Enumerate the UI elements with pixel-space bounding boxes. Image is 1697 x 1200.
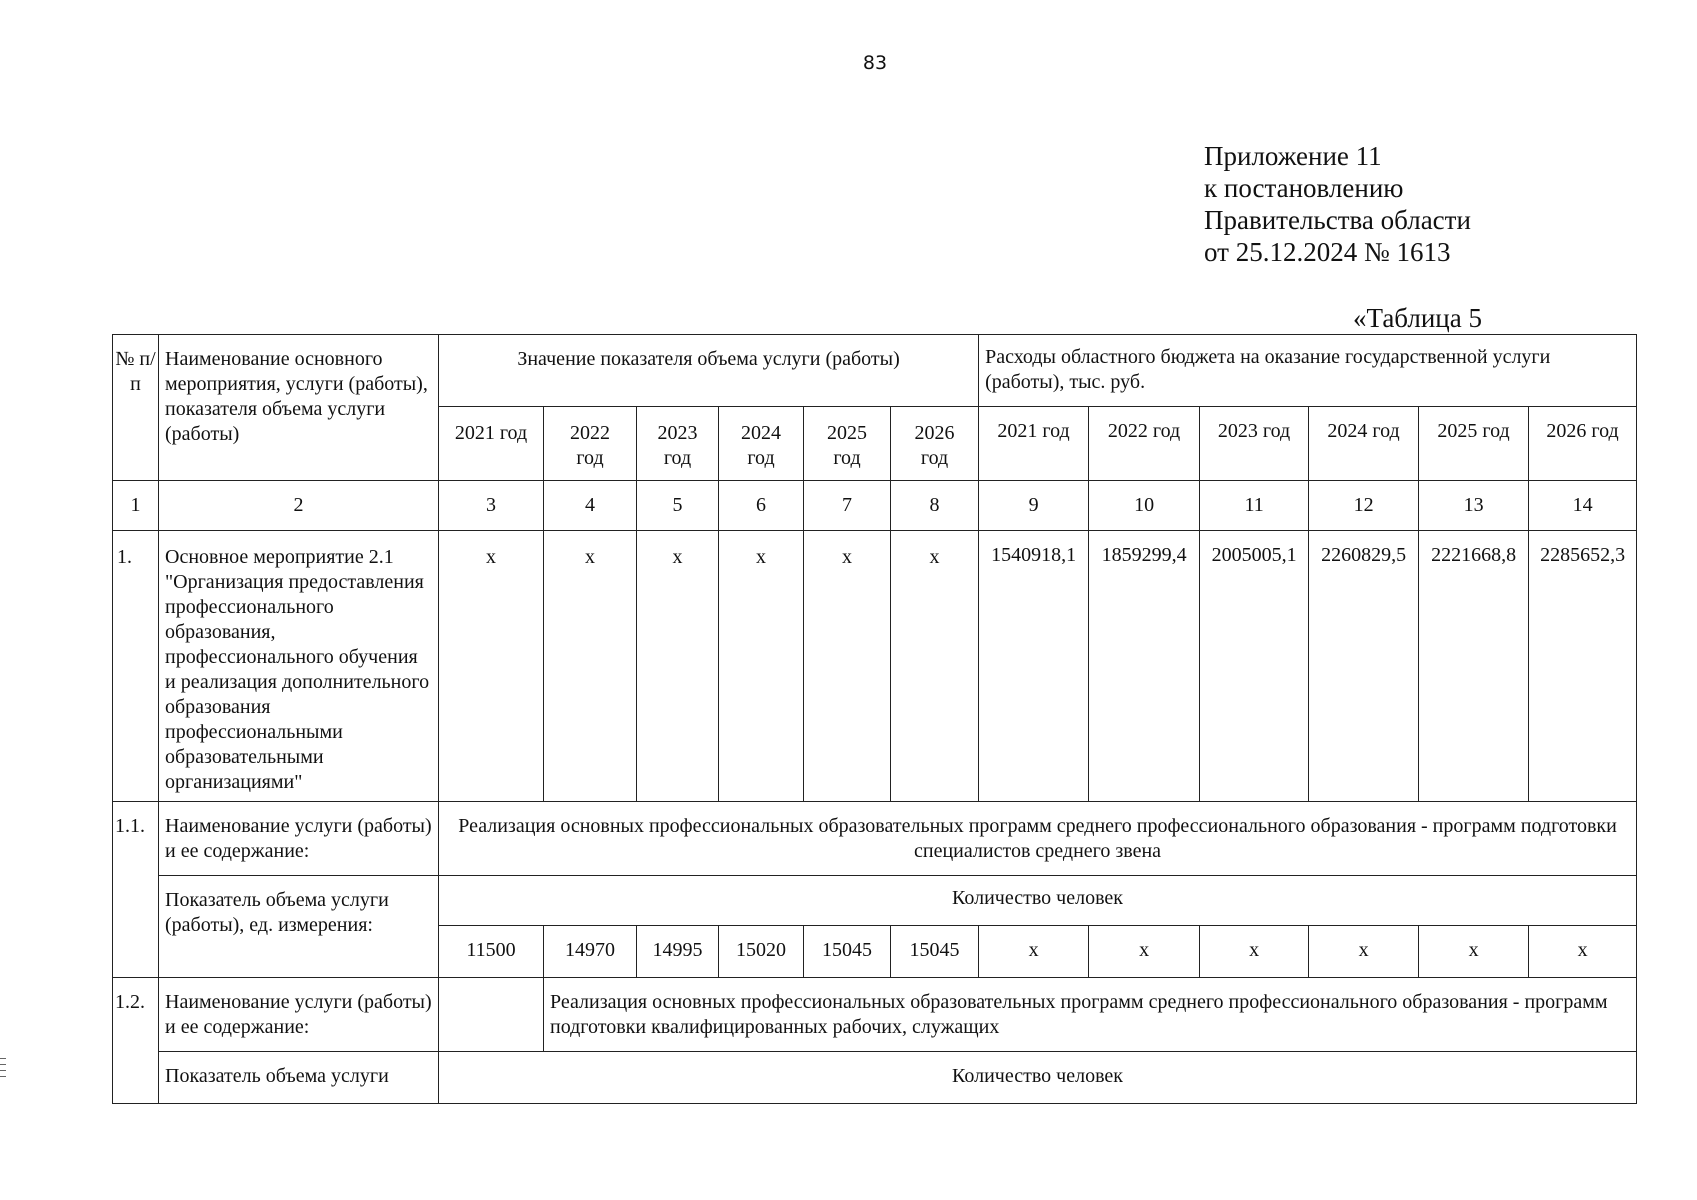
header-name: Наименование основного мероприятия, услуги (работы), показателя объема услуги (работы) <box>159 335 439 481</box>
header-volume-year: 2025 год <box>804 407 891 481</box>
expense-value: 2005005,1 <box>1200 531 1309 802</box>
header-row-1 <box>113 335 1637 407</box>
column-number: 12 <box>1309 481 1419 531</box>
volume-value: х <box>637 531 719 802</box>
appendix-block <box>1204 140 1471 268</box>
service-text: Реализация основных профессиональных образовательных программ среднего профессионального образования - программ подготовки специалистов среднего звена <box>439 802 1637 876</box>
service-label: Наименование услуги (работы) и ее содержание: <box>159 978 439 1052</box>
volume-value: х <box>719 531 804 802</box>
header-volume-group: Значение показателя объема услуги (работы) <box>439 335 979 407</box>
header-volume-year: 2024 год <box>719 407 804 481</box>
expense-value: 2221668,8 <box>1419 531 1529 802</box>
header-num: № п/п <box>113 335 159 481</box>
volume-value: 15045 <box>804 926 891 978</box>
expense-value: 1859299,4 <box>1089 531 1200 802</box>
column-number: 9 <box>979 481 1089 531</box>
column-number: 11 <box>1200 481 1309 531</box>
indicator-label: Показатель объема услуги (работы), ед. измерения: <box>159 876 439 978</box>
row-num: 1. <box>113 531 159 802</box>
volume-value: 14970 <box>544 926 637 978</box>
row-num: 1.2. <box>113 978 159 1104</box>
unit-text: Количество человек <box>439 1052 1637 1104</box>
appendix-line-1: Приложение 11 <box>1204 141 1382 171</box>
scan-edge-marks <box>0 1058 6 1082</box>
table-caption: «Таблица 5 <box>1353 303 1482 333</box>
volume-value: х <box>544 531 637 802</box>
row-num: 1.1. <box>113 802 159 978</box>
column-number: 1 <box>113 481 159 531</box>
column-number: 8 <box>891 481 979 531</box>
volume-value: х <box>891 531 979 802</box>
appendix-line-4: от 25.12.2024 № 1613 <box>1204 237 1451 267</box>
volume-value: х <box>804 531 891 802</box>
column-number: 3 <box>439 481 544 531</box>
header-expense-year: 2025 год <box>1419 407 1529 481</box>
row-name: Основное мероприятие 2.1 "Организация предоставления профессионального образования, профессионального обучения и реализация дополнительного образования профессиональными образовательными организациями" <box>159 531 439 802</box>
column-number: 2 <box>159 481 439 531</box>
header-volume-year: 2023 год <box>637 407 719 481</box>
expense-value: 2285652,3 <box>1529 531 1637 802</box>
column-number: 4 <box>544 481 637 531</box>
service-text: Реализация основных профессиональных образовательных программ среднего профессионального образования - программ подготовки квалифицированных рабочих, служащих <box>544 978 1637 1052</box>
volume-value: 15045 <box>891 926 979 978</box>
column-number: 14 <box>1529 481 1637 531</box>
expense-value: х <box>1089 926 1200 978</box>
header-expense-year: 2022 год <box>1089 407 1200 481</box>
table-row <box>113 531 1637 802</box>
unit-text: Количество человек <box>439 876 1637 926</box>
table-row <box>113 1052 1637 1104</box>
appendix-line-2: к постановлению <box>1204 173 1404 203</box>
table-row <box>113 876 1637 926</box>
header-expense-year: 2023 год <box>1200 407 1309 481</box>
expense-value: х <box>1419 926 1529 978</box>
column-number: 13 <box>1419 481 1529 531</box>
column-number: 6 <box>719 481 804 531</box>
column-number-row <box>113 481 1637 531</box>
volume-value: х <box>439 531 544 802</box>
header-expense-year: 2026 год <box>1529 407 1637 481</box>
header-volume-year: 2026 год <box>891 407 979 481</box>
table-row <box>113 978 1637 1052</box>
column-number: 5 <box>637 481 719 531</box>
empty-cell <box>439 978 544 1052</box>
expense-value: 1540918,1 <box>979 531 1089 802</box>
expense-value: х <box>1200 926 1309 978</box>
expense-value: х <box>1309 926 1419 978</box>
indicator-label: Показатель объема услуги <box>159 1052 439 1104</box>
volume-value: 11500 <box>439 926 544 978</box>
column-number: 7 <box>804 481 891 531</box>
page-number: 83 <box>862 52 888 74</box>
volume-value: 15020 <box>719 926 804 978</box>
expense-value: х <box>1529 926 1637 978</box>
header-expense-year: 2024 год <box>1309 407 1419 481</box>
budget-table <box>112 334 1637 1104</box>
column-number: 10 <box>1089 481 1200 531</box>
expense-value: 2260829,5 <box>1309 531 1419 802</box>
expense-value: х <box>979 926 1089 978</box>
table-row <box>113 802 1637 876</box>
header-expense-group: Расходы областного бюджета на оказание государственной услуги (работы), тыс. руб. <box>979 335 1637 407</box>
appendix-line-3: Правительства области <box>1204 205 1471 235</box>
header-volume-year: 2022 год <box>544 407 637 481</box>
service-label: Наименование услуги (работы) и ее содержание: <box>159 802 439 876</box>
header-volume-year: 2021 год <box>439 407 544 481</box>
volume-value: 14995 <box>637 926 719 978</box>
header-expense-year: 2021 год <box>979 407 1089 481</box>
